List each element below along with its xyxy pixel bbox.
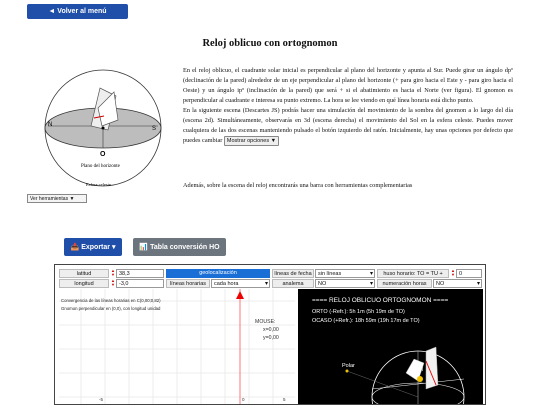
- oblique-clock-illustration: [28, 68, 178, 193]
- intro-text: [183, 66, 513, 146]
- latitud-label: latitud: [59, 269, 109, 278]
- convergence-note: Convergencia de las líneas horarias en C(0,00;0,82): [61, 298, 161, 303]
- x-tick-left: -5: [99, 397, 104, 402]
- scene-3d[interactable]: [298, 289, 483, 405]
- panel-title: ==== RELOJ OBLICUO ORTOGNOMON ====: [312, 297, 449, 304]
- show-tools-button[interactable]: Ver herramientas ▼: [27, 194, 87, 203]
- huso-spinner-icon[interactable]: ▲ ▼: [451, 268, 455, 277]
- mouse-label: MOUSE:: [255, 319, 276, 325]
- south-label: S: [152, 126, 157, 132]
- mouse-y: y=0,00: [263, 335, 279, 341]
- longitud-input[interactable]: -3,0: [116, 279, 164, 288]
- sun-icon: [417, 376, 423, 382]
- x-tick-right: 5: [283, 397, 286, 402]
- latitud-spinner-icon[interactable]: ▲ ▼: [111, 268, 115, 277]
- sun-label: Sol: [415, 367, 423, 373]
- huso-horario-label: huso horario: TO = TU +: [377, 269, 449, 278]
- gnomon-marker-icon: [236, 291, 244, 299]
- celestial-sphere-label: Esfera celeste: [86, 182, 111, 187]
- back-to-menu-button[interactable]: ◄ Volver al menú: [27, 4, 128, 19]
- lineas-horarias-label: líneas horarias: [166, 279, 210, 288]
- lineas-fecha-label: líneas de fecha: [272, 269, 314, 278]
- north-label: N: [48, 122, 53, 128]
- latitud-input[interactable]: 38,3: [116, 269, 164, 278]
- huso-input[interactable]: 0: [456, 269, 482, 278]
- scene-2d[interactable]: [59, 289, 295, 405]
- lineas-fecha-select[interactable]: sin líneas ▾: [315, 269, 375, 278]
- show-options-button[interactable]: Mostrar opciones ▼: [224, 136, 279, 146]
- mouse-x: x=0,00: [263, 327, 279, 333]
- horizon-plane-label: Plano del horizonte: [81, 164, 120, 169]
- intro-paragraph-3: Además, sobre la escena del reloj encontrarás una barra con herramientas complementarias: [183, 182, 413, 189]
- longitud-spinner-icon[interactable]: ▲ ▼: [111, 278, 115, 287]
- numeracion-horas-label: numeración horas: [377, 279, 432, 288]
- lineas-horarias-select[interactable]: cada hora ▾: [211, 279, 270, 288]
- sunrise-text: ORTO (-Refr.): 5h 1m (5h 19m de TO): [312, 309, 405, 315]
- descartes-scene[interactable]: [54, 264, 486, 405]
- numeracion-horas-select[interactable]: NO ▾: [433, 279, 482, 288]
- analema-select[interactable]: NO ▾: [315, 279, 375, 288]
- origin-label: O: [100, 151, 106, 158]
- page-title: Reloj oblicuo con ortognomon: [202, 38, 338, 49]
- analema-label: analema: [272, 279, 314, 288]
- longitud-label: longitud: [59, 279, 109, 288]
- x-tick-mid: 0: [242, 397, 245, 402]
- export-button[interactable]: 📥 Exportar ▾: [64, 238, 122, 256]
- geolocation-button[interactable]: geolocalización: [166, 269, 270, 278]
- intro-paragraph-2: [183, 106, 513, 146]
- intro-paragraph-1: En el reloj oblicuo, el cuadrante solar inicial es perpendicular al plano del horizonte y apunta al Sur. Puede girar un ángulo dpº (declinación de la pared) alrededor de un eje perpendicular al plano del horizonte (+ para giro hacia el Este y - para giro hacia el Oeste) y un ángulo ipº (inclinación de la pared) que será + si el abatimiento es hacia el Norte (ver figura). El gnomon es perpendicular al cuadrante e interesa su punto extremo. La hora se lee viendo en qué línea horaria está dicho punto.: [183, 67, 513, 104]
- conversion-table-button[interactable]: 📊 Tabla conversión HO: [133, 238, 226, 256]
- intro-paragraph-2-text: En la siguiente escena (Descartes JS) podrás hacer una simulación del movimiento de la sombra del gnomon a lo largo del día (escena 2d). Simultáneamente, observarás en 3d (escena derecha) el movimiento del Sol en la esfera celeste. Puedes mover cualquiera de las dos escenas manteniendo pulsado el botón izquierdo del ratón. Inicialmente, hay unas opciones por defecto que puedes cambiar: [183, 107, 513, 144]
- polar-label: Polar: [342, 363, 355, 369]
- gnomon-note: Gnomon perpendicular en (0,0), con longitud unidad: [61, 306, 161, 311]
- sunset-text: OCASO (+Refr.): 18h 59m (19h 17m de TO): [312, 318, 420, 324]
